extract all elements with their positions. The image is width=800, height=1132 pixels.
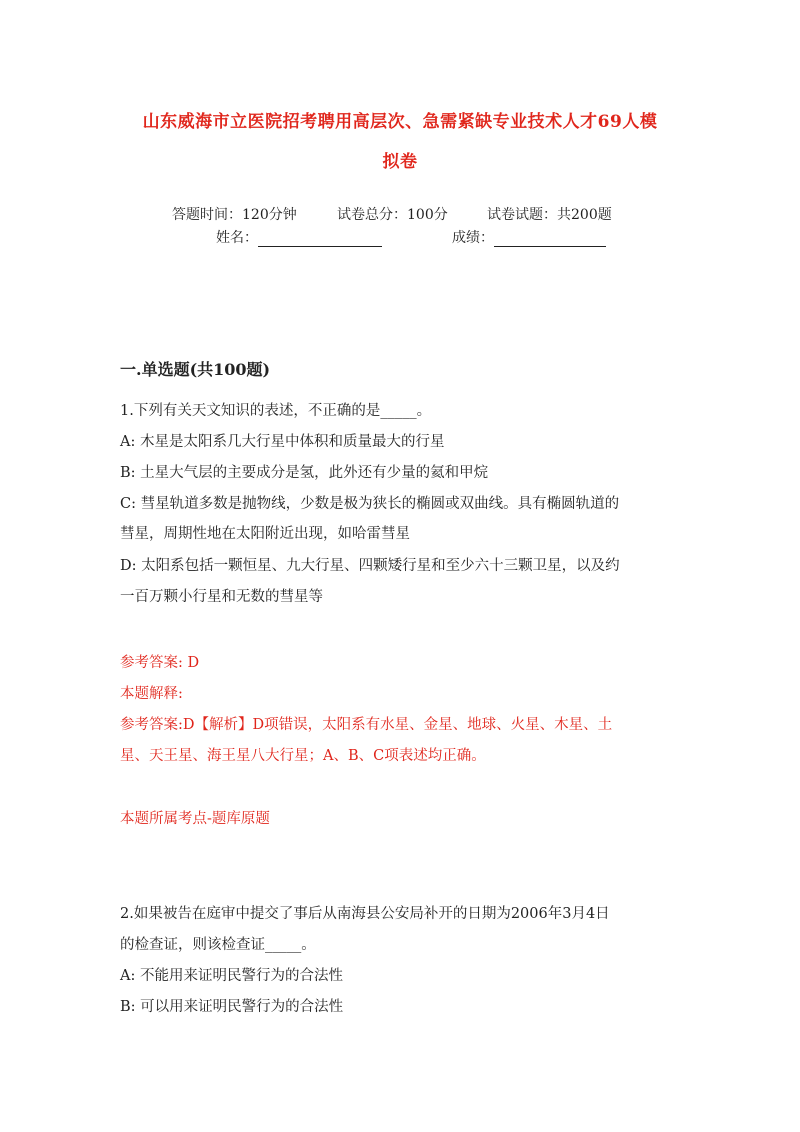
exam-time: 答题时间：120分钟 xyxy=(172,207,297,223)
q1-option-c-line2: 彗星，周期性地在太阳附近出现，如哈雷彗星 xyxy=(120,526,410,542)
score-field xyxy=(452,227,606,247)
q1-answer: 参考答案: D xyxy=(120,655,200,671)
q2-option-b: B: 可以用来证明民警行为的合法性 xyxy=(120,999,344,1015)
q1-option-d-line2: 一百万颗小行星和无数的彗星等 xyxy=(120,589,323,605)
q1-option-c-line1: C: 彗星轨道多数是抛物线，少数是极为狭长的椭圆或双曲线。具有椭圆轨道的 xyxy=(120,496,620,512)
name-field xyxy=(216,227,382,247)
exam-title-line2: 拟卷 xyxy=(382,152,418,172)
q2-option-a: A: 不能用来证明民警行为的合法性 xyxy=(120,968,343,984)
exam-total-score: 试卷总分：100分 xyxy=(337,207,448,223)
exam-question-count: 试卷试题：共200题 xyxy=(487,207,612,223)
q1-stem: 1.下列有关天文知识的表述，不正确的是_____。 xyxy=(120,403,432,419)
section-title: 一.单选题(共100题) xyxy=(120,360,271,379)
q1-option-a: A: 木星是太阳系几大行星中体积和质量最大的行星 xyxy=(120,434,445,450)
q1-option-d-line1: D: 太阳系包括一颗恒星、九大行星、四颗矮行星和至少六十三颗卫星，以及约 xyxy=(120,558,620,574)
q1-source: 本题所属考点-题库原题 xyxy=(120,811,270,827)
q1-explanation-label: 本题解释: xyxy=(120,686,183,702)
q1-explanation-line2: 星、天王星、海王星八大行星；A、B、C项表述均正确。 xyxy=(120,748,486,764)
exam-title-line1: 山东威海市立医院招考聘用高层次、急需紧缺专业技术人才69人模 xyxy=(142,112,658,132)
q1-option-b: B: 土星大气层的主要成分是氢，此外还有少量的氦和甲烷 xyxy=(120,465,489,481)
q2-stem-line2: 的检查证，则该检查证_____。 xyxy=(120,937,316,953)
score-blank xyxy=(494,231,606,247)
name-blank xyxy=(258,231,382,247)
q1-explanation-line1: 参考答案:D【解析】D项错误，太阳系有水星、金星、地球、火星、木星、土 xyxy=(120,717,613,733)
name-label: 姓名： xyxy=(216,230,258,246)
q2-stem-line1: 2.如果被告在庭审中提交了事后从南海县公安局补开的日期为2006年3月4日 xyxy=(120,906,610,922)
score-label: 成绩： xyxy=(452,230,494,246)
